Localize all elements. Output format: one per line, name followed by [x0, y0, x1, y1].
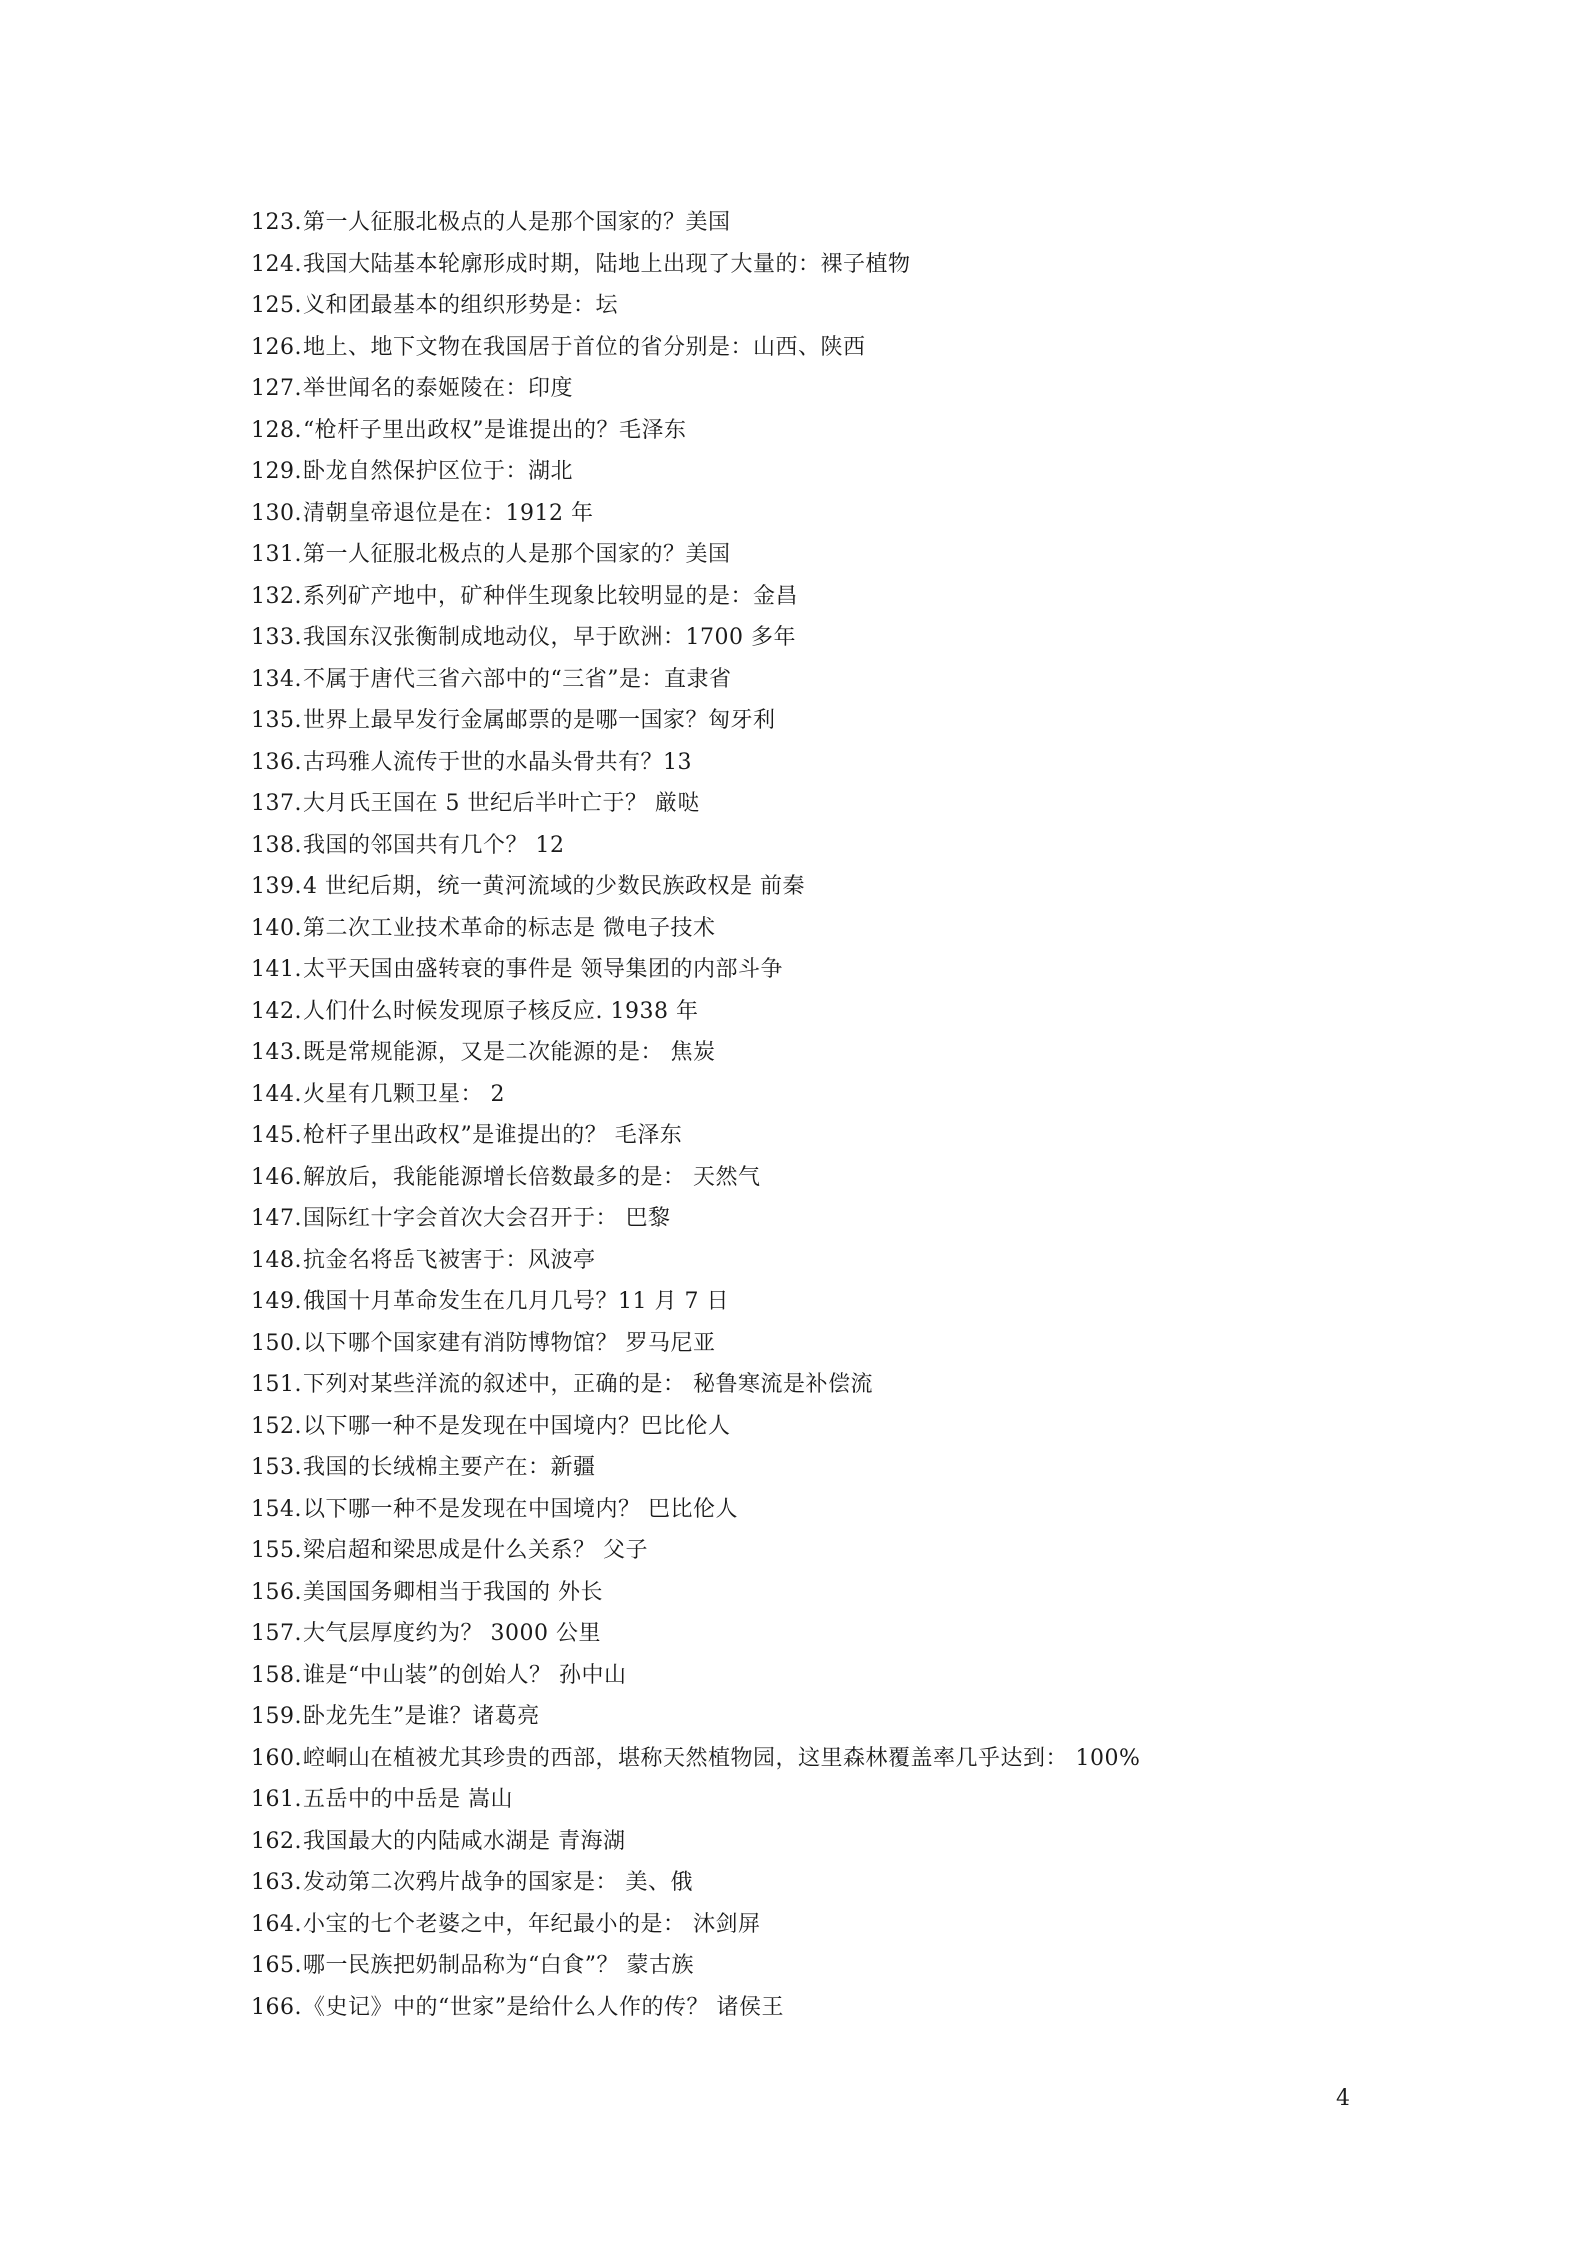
item-number: 144.: [251, 1081, 302, 1107]
item-number: 157.: [251, 1621, 302, 1646]
item-number: 155.: [251, 1538, 302, 1563]
item-number: 162.: [251, 1828, 302, 1854]
list-item: [251, 783, 1501, 825]
item-text: 人们什么时候发现原子核反应. 1938 年: [303, 998, 699, 1024]
list-item: [251, 825, 1501, 867]
list-item: [251, 742, 1501, 784]
item-number: 164.: [251, 1911, 302, 1937]
list-item: [251, 1364, 1501, 1406]
list-item: [251, 700, 1501, 742]
item-number: 129.: [251, 459, 302, 484]
item-number: 145.: [251, 1123, 302, 1148]
item-number: 141.: [251, 957, 302, 982]
item-number: 143.: [251, 1040, 302, 1065]
item-number: 165.: [251, 1953, 302, 1978]
item-text: 第一人征服北极点的人是那个国家的？美国: [303, 542, 731, 567]
item-number: 161.: [251, 1787, 302, 1812]
item-number: 160.: [251, 1745, 302, 1771]
list-item: [251, 1613, 1501, 1655]
item-text: 以下哪一种不是发现在中国境内？巴比伦人: [303, 1413, 731, 1439]
item-text: 古玛雅人流传于世的水晶头骨共有？13: [303, 749, 692, 775]
item-number: 146.: [251, 1164, 302, 1190]
item-number: 156.: [251, 1579, 302, 1605]
item-text: 我国东汉张衡制成地动仪，早于欧洲：1700 多年: [303, 625, 796, 650]
list-item: [251, 202, 1501, 244]
page-number: 4: [1336, 2086, 1350, 2111]
item-number: 140.: [251, 915, 302, 941]
item-text: 大月氏王国在 5 世纪后半叶亡于？ 厳哒: [303, 791, 700, 816]
list-item: [251, 617, 1501, 659]
item-text: 以下哪个国家建有消防博物馆？ 罗马尼亚: [303, 1330, 716, 1356]
item-text: 解放后，我能能源增长倍数最多的是： 天然气: [303, 1164, 761, 1190]
item-text: 举世闻名的泰姬陵在：印度: [303, 376, 574, 401]
item-text: 国际红十字会首次大会召开于： 巴黎: [303, 1206, 671, 1231]
item-text: 卧龙自然保护区位于：湖北: [303, 459, 574, 484]
item-number: 132.: [251, 583, 302, 609]
list-item: [251, 1032, 1501, 1074]
item-number: 148.: [251, 1247, 302, 1273]
item-number: 125.: [251, 293, 302, 318]
item-text: 崆峒山在植被尤其珍贵的西部，堪称天然植物园，这里森林覆盖率几乎达到： 100%: [303, 1745, 1141, 1771]
list-item: [251, 1489, 1501, 1531]
list-item: [251, 1987, 1501, 2029]
item-number: 133.: [251, 625, 302, 650]
list-item: [251, 1074, 1501, 1116]
item-text: 哪一民族把奶制品称为“白食”？ 蒙古族: [303, 1953, 694, 1978]
question-answer-list: [251, 202, 1501, 2028]
list-item: [251, 1406, 1501, 1448]
list-item: [251, 1157, 1501, 1199]
item-number: 152.: [251, 1413, 302, 1439]
list-item: [251, 576, 1501, 618]
item-text: 4 世纪后期，统一黄河流域的少数民族政权是 前秦: [303, 874, 805, 899]
list-item: [251, 1696, 1501, 1738]
item-number: 153.: [251, 1455, 302, 1480]
item-text: 卧龙先生”是谁？诸葛亮: [303, 1704, 540, 1729]
list-item: [251, 1240, 1501, 1282]
list-item: [251, 1323, 1501, 1365]
list-item: [251, 949, 1501, 991]
item-text: 谁是“中山装”的创始人？ 孙中山: [303, 1662, 627, 1688]
item-text: 五岳中的中岳是 嵩山: [303, 1787, 513, 1812]
item-number: 159.: [251, 1704, 302, 1729]
item-text: 美国国务卿相当于我国的 外长: [303, 1579, 603, 1605]
item-number: 128.: [251, 417, 302, 443]
item-number: 124.: [251, 251, 302, 277]
list-item: [251, 1904, 1501, 1946]
list-item: [251, 908, 1501, 950]
item-text: 清朝皇帝退位是在：1912 年: [303, 500, 594, 526]
list-item: [251, 1530, 1501, 1572]
item-number: 142.: [251, 998, 302, 1024]
item-number: 135.: [251, 708, 302, 733]
item-text: 大气层厚度约为？ 3000 公里: [303, 1621, 601, 1646]
list-item: [251, 368, 1501, 410]
item-number: 131.: [251, 542, 302, 567]
list-item: [251, 1447, 1501, 1489]
list-item: [251, 1655, 1501, 1697]
list-item: [251, 991, 1501, 1033]
list-item: [251, 451, 1501, 493]
list-item: [251, 493, 1501, 535]
item-text: 枪杆子里出政权”是谁提出的？ 毛泽东: [303, 1123, 683, 1148]
item-text: 我国大陆基本轮廓形成时期，陆地上出现了大量的：裸子植物: [303, 251, 911, 277]
list-item: [251, 244, 1501, 286]
item-number: 139.: [251, 874, 302, 899]
item-text: 俄国十月革命发生在几月几号？11 月 7 日: [303, 1289, 729, 1314]
item-number: 158.: [251, 1662, 302, 1688]
item-number: 127.: [251, 376, 302, 401]
item-number: 134.: [251, 666, 302, 692]
item-text: 既是常规能源，又是二次能源的是： 焦炭: [303, 1040, 716, 1065]
item-number: 166.: [251, 1994, 302, 2020]
list-item: [251, 1779, 1501, 1821]
item-text: 抗金名将岳飞被害于：风波亭: [303, 1247, 596, 1273]
item-text: 第一人征服北极点的人是那个国家的？美国: [303, 210, 731, 235]
item-text: 《史记》中的“世家”是给什么人作的传？ 诸侯王: [303, 1994, 784, 2020]
item-text: “枪杆子里出政权”是谁提出的？毛泽东: [303, 417, 687, 443]
list-item: [251, 1572, 1501, 1614]
item-number: 154.: [251, 1496, 302, 1522]
item-number: 130.: [251, 500, 302, 526]
list-item: [251, 1281, 1501, 1323]
list-item: [251, 659, 1501, 701]
item-text: 发动第二次鸦片战争的国家是： 美、俄: [303, 1870, 693, 1895]
item-text: 第二次工业技术革命的标志是 微电子技术: [303, 915, 716, 941]
item-text: 世界上最早发行金属邮票的是哪一国家？匈牙利: [303, 708, 776, 733]
item-text: 系列矿产地中，矿种伴生现象比较明显的是：金昌: [303, 583, 799, 609]
list-item: [251, 1945, 1501, 1987]
list-item: [251, 1115, 1501, 1157]
list-item: [251, 534, 1501, 576]
item-text: 义和团最基本的组织形势是：坛: [303, 293, 619, 318]
item-number: 126.: [251, 334, 302, 360]
item-number: 149.: [251, 1289, 302, 1314]
item-number: 147.: [251, 1206, 302, 1231]
item-text: 火星有几颗卫星： 2: [303, 1081, 505, 1107]
item-number: 136.: [251, 749, 302, 775]
item-text: 我国最大的内陆咸水湖是 青海湖: [303, 1828, 626, 1854]
item-text: 以下哪一种不是发现在中国境内？ 巴比伦人: [303, 1496, 738, 1522]
item-text: 我国的邻国共有几个？ 12: [303, 832, 565, 858]
list-item: [251, 1862, 1501, 1904]
list-item: [251, 327, 1501, 369]
item-text: 我国的长绒棉主要产在：新疆: [303, 1455, 596, 1480]
list-item: [251, 1198, 1501, 1240]
item-number: 137.: [251, 791, 302, 816]
list-item: [251, 1738, 1501, 1780]
list-item: [251, 410, 1501, 452]
item-text: 小宝的七个老婆之中，年纪最小的是： 沐剑屏: [303, 1911, 761, 1937]
item-number: 123.: [251, 210, 302, 235]
item-text: 不属于唐代三省六部中的“三省”是：直隶省: [303, 666, 732, 692]
item-text: 下列对某些洋流的叙述中，正确的是： 秘鲁寒流是补偿流: [303, 1372, 873, 1397]
item-number: 138.: [251, 832, 302, 858]
item-number: 150.: [251, 1330, 302, 1356]
item-text: 梁启超和梁思成是什么关系？ 父子: [303, 1538, 648, 1563]
item-number: 163.: [251, 1870, 302, 1895]
item-number: 151.: [251, 1372, 302, 1397]
list-item: [251, 866, 1501, 908]
list-item: [251, 285, 1501, 327]
item-text: 太平天国由盛转衰的事件是 领导集团的内部斗争: [303, 957, 783, 982]
item-text: 地上、地下文物在我国居于首位的省分别是：山西、陕西: [303, 334, 866, 360]
list-item: [251, 1821, 1501, 1863]
